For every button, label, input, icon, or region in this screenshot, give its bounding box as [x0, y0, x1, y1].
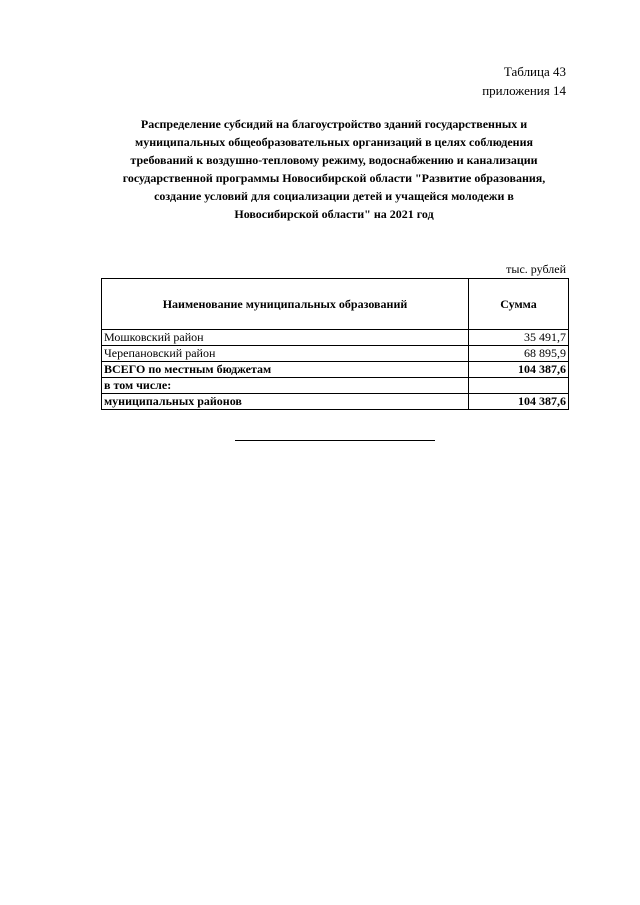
row-sum: 104 387,6 [469, 362, 569, 378]
column-header-name: Наименование муниципальных образований [102, 279, 469, 330]
row-name: в том числе: [102, 378, 469, 394]
table-row-total [102, 362, 569, 378]
units-label: тыс. рублей [506, 262, 566, 276]
row-name: Мошковский район [102, 330, 469, 346]
appendix-number: приложения 14 [482, 83, 566, 98]
table-row-including [102, 378, 569, 394]
row-sum: 104 387,6 [469, 394, 569, 410]
row-sum: 68 895,9 [469, 346, 569, 362]
row-name: Черепановский район [102, 346, 469, 362]
table-row [102, 346, 569, 362]
closing-divider [235, 440, 435, 441]
title-line: муниципальных общеобразовательных организаций в целях соблюдения [135, 135, 533, 149]
row-name: ВСЕГО по местным бюджетам [102, 362, 469, 378]
title-line: создание условий для социализации детей и учащейся молодежи в [154, 189, 514, 203]
document-title [100, 115, 568, 223]
column-header-sum: Сумма [469, 279, 569, 330]
row-sum [469, 378, 569, 394]
table-header-row [102, 279, 569, 330]
subsidy-table [101, 278, 569, 410]
row-sum: 35 491,7 [469, 330, 569, 346]
table-row [102, 330, 569, 346]
table-number: Таблица 43 [503, 64, 566, 79]
title-line: Распределение субсидий на благоустройство зданий государственных и [140, 117, 528, 131]
row-name: муниципальных районов [102, 394, 469, 410]
title-line: требований к воздушно-тепловому режиму, водоснабжению и канализации [130, 153, 538, 167]
title-line: Новосибирской области" на 2021 год [234, 207, 434, 221]
title-line: государственной программы Новосибирской области "Развитие образования, [122, 171, 546, 185]
table-row-districts [102, 394, 569, 410]
